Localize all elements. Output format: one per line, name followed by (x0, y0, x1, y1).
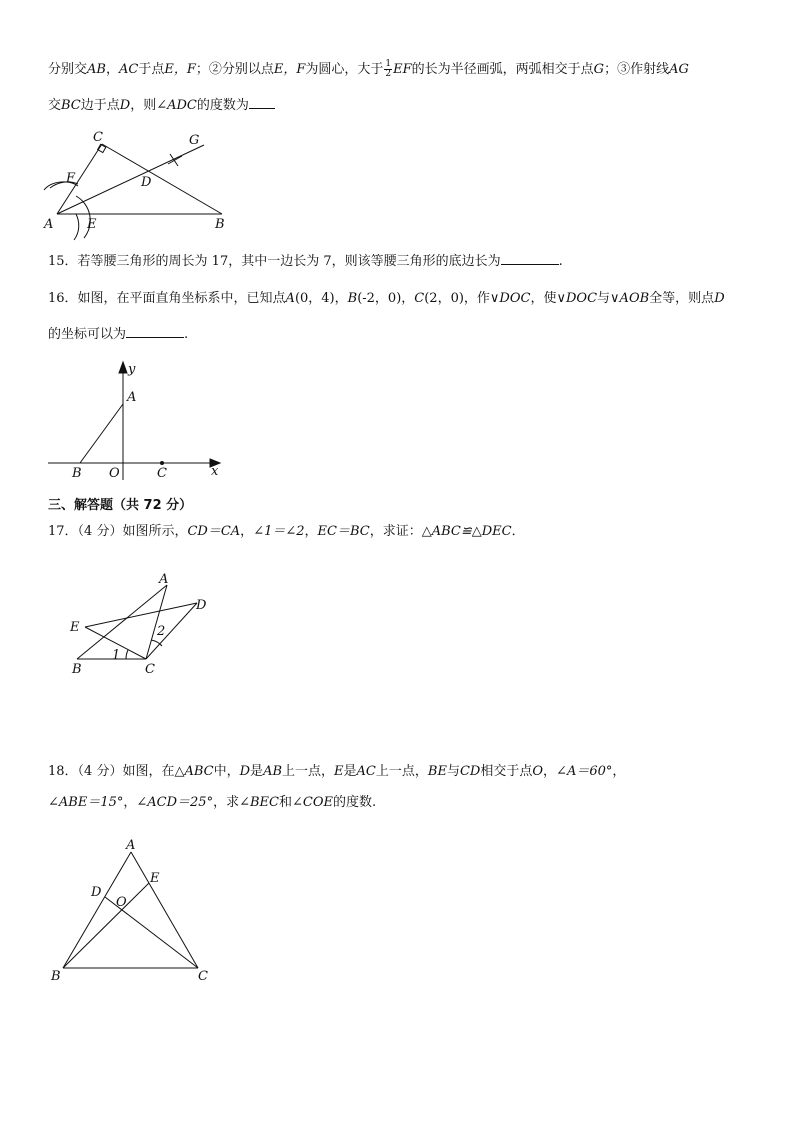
q16-line-1: 16．如图，在平面直角坐标系中，已知点A(0，4)，B(-2，0)，C(2，0)，作∨DOC，使∨DOC与∨AOB全等，则点D (48, 291, 725, 306)
section-heading: 三、解答题（共 72 分） (48, 498, 193, 513)
label-b: B (51, 969, 61, 984)
label-e: E (87, 217, 97, 232)
label-1: 1 (112, 648, 121, 663)
label-c: C (198, 969, 208, 984)
q18-line-2: ∠ABE＝15°，∠ACD＝25°，求∠BEC和∠COE的度数. (48, 795, 377, 810)
label-a: A (127, 390, 137, 405)
label-e: E (150, 871, 160, 886)
label-x: x (211, 464, 219, 479)
label-e: E (70, 620, 80, 635)
label-c: C (145, 662, 155, 677)
label-d: D (91, 885, 102, 900)
label-o: O (109, 466, 120, 481)
half-fraction: $\frac{1}{2}$ (385, 59, 392, 79)
label-c: C (157, 466, 167, 481)
label-b: B (72, 662, 82, 677)
label-2: 2 (157, 624, 166, 639)
q14-line-2: 交BC边于点D，则∠ADC的度数为 (48, 96, 275, 116)
label-a: A (44, 217, 54, 232)
q16-line-2: 的坐标可以为 . (48, 327, 189, 342)
label-d: D (141, 175, 152, 190)
label-y: y (128, 362, 136, 377)
label-d: D (196, 598, 207, 613)
segment-be (63, 883, 149, 968)
label-b: B (72, 466, 82, 481)
q17-text: 17．（4 分）如图所示，CD＝CA，∠1＝∠2，EC＝BC，求证：△ABC≌△DEC． (48, 524, 525, 539)
label-o: O (116, 895, 127, 910)
label-g: G (189, 133, 200, 148)
label-f: F (66, 171, 76, 186)
q15-text: 15．若等腰三角形的周长为 17，其中一边长为 7，则该等腰三角形的底边长为 . (48, 254, 563, 269)
q18-line-1: 18．（4 分）如图，在△ABC中，D是AB上一点，E是AC上一点，BE与CD相交于点O，∠A＝60°， (48, 764, 626, 779)
label-c: C (93, 130, 103, 145)
segment-ac (131, 852, 198, 968)
label-a: A (126, 838, 136, 853)
q14-line-1: 分别交AB，AC于点E，F；②分别以点E，F为圆心，大于 $\frac{1}{2}$ EF的长为半径画弧，两弧相交于点G；③作射线AG (48, 59, 689, 79)
label-b: B (215, 217, 225, 232)
label-a: A (159, 572, 169, 587)
segment-ab (63, 852, 131, 968)
